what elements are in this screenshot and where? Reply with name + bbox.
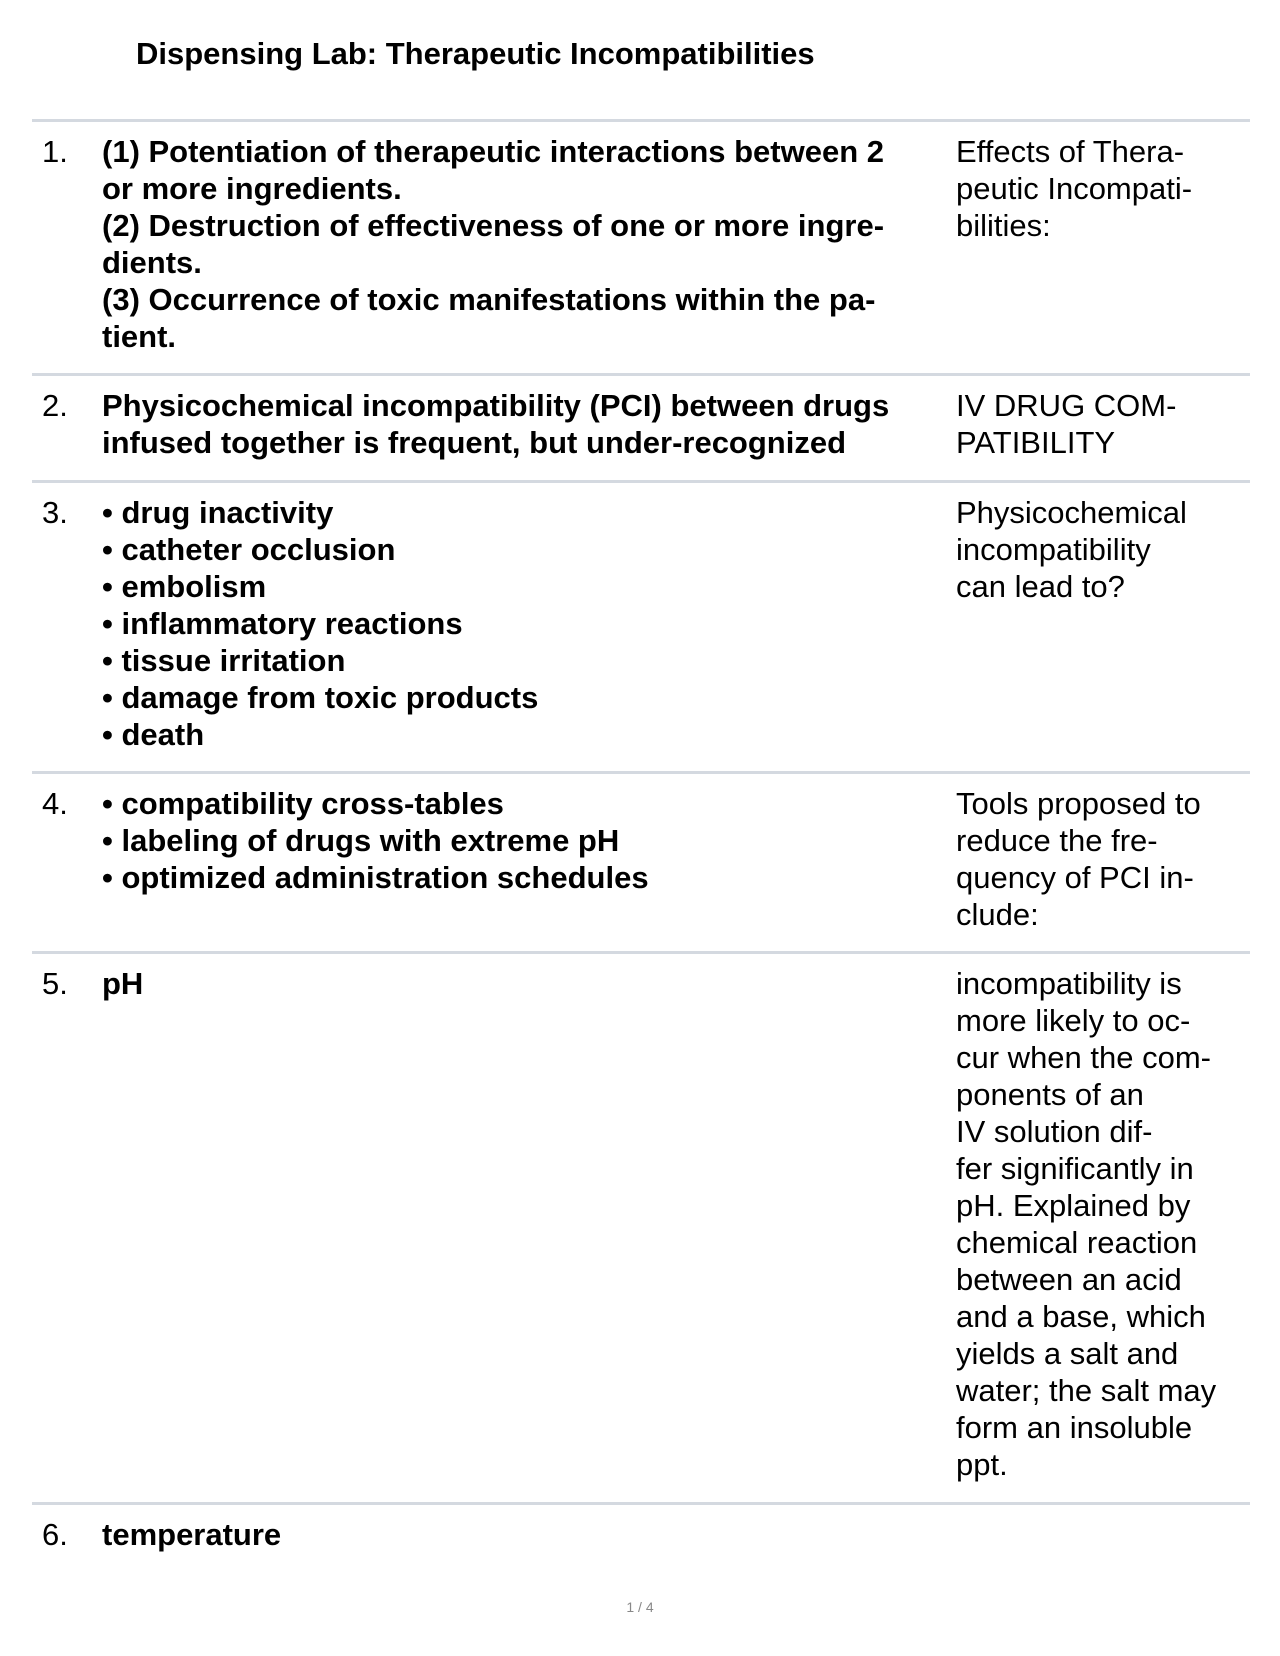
divider [32,480,1250,483]
card-term: Physicochemical incompatibility (PCI) between drugs infused together is frequent, but under-recognized [102,388,890,460]
divider [32,373,1250,376]
divider [32,771,1250,774]
card-number: 2. [42,388,68,423]
card-term: • compatibility cross-tables • labeling of drugs with extreme pH • optimized administration schedules [102,786,649,895]
card-term: pH [102,966,144,1001]
divider [32,951,1250,954]
card-number: 6. [42,1517,68,1552]
card-definition: Effects of Thera- peutic Incompati- bilities: [956,134,1193,243]
card-number: 4. [42,786,68,821]
card-number: 1. [42,134,68,169]
card-definition: Physicochemical incompatibility can lead to? [956,495,1187,604]
card-definition: incompatibility is more likely to oc- cur when the com- ponents of an IV solution dif- fer significantly in pH. Explained by chemical reaction between an acid and a base, which yields a salt and water; the salt may form an insoluble ppt. [956,966,1217,1482]
card-term: temperature [102,1517,282,1552]
page-indicator: 1 / 4 [626,1599,654,1615]
card-definition: IV DRUG COM- PATIBILITY [956,388,1177,460]
card-term: (1) Potentiation of therapeutic interactions between 2 or more ingredients. (2) Destruction of effectiveness of one or more ingre- dients. (3) Occurrence of toxic manifestations within the pa- tient. [102,134,885,354]
document-title: Dispensing Lab: Therapeutic Incompatibilities [136,36,815,71]
divider [32,119,1250,122]
card-term: • drug inactivity • catheter occlusion • embolism • inflammatory reactions • tissue irritation • damage from toxic products • death [102,495,539,752]
divider [32,1502,1250,1505]
card-number: 3. [42,495,68,530]
card-definition: Tools proposed to reduce the fre- quency of PCI in- clude: [956,786,1201,932]
card-number: 5. [42,966,68,1001]
